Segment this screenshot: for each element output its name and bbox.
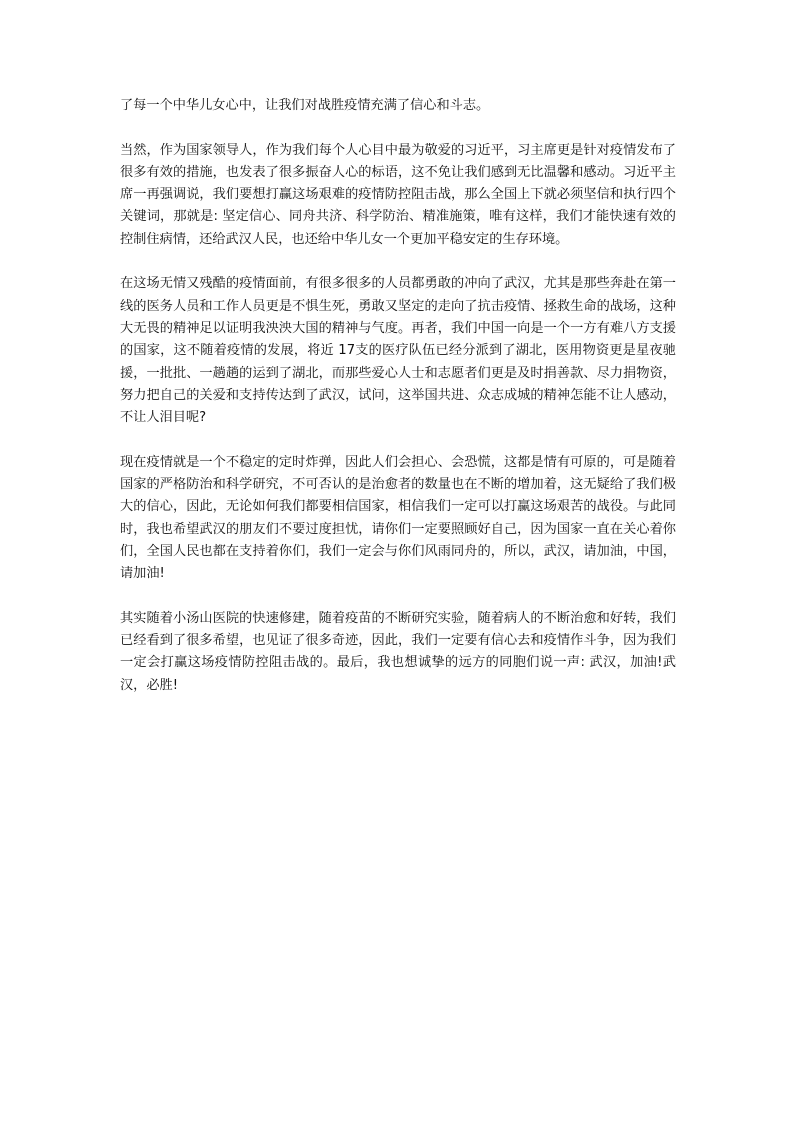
document-body: [120, 95, 676, 697]
paragraph-1: 了每一个中华儿女心中，让我们对战胜疫情充满了信心和斗志。: [120, 98, 490, 113]
paragraph-2: 当然，作为国家领导人，作为我们每个人心目中最为敬爱的习近平，习主席更是针对疫情发布了很多有效的措施，也发表了很多振奋人心的标语，这不免让我们感到无比温馨和感动。习近平主席一再强调说，我们要想打赢这场艰难的疫情防控阻击战，那么全国上下就必须坚信和执行四个关键词，那就是: 坚定信心、同舟共济、科学防治、精准施策，唯有这样，我们才能快速有效的控制住病情，还给武汉人民，也还给中华儿女一个更加平稳安定的生存环境。: [120, 142, 676, 247]
paragraph-3: 在这场无情又残酷的疫情面前，有很多很多的人员都勇敢的冲向了武汉，尤其是那些奔赴在第一线的医务人员和工作人员更是不惧生死，勇敢又坚定的走向了抗击疫情、拯救生命的战场，这种大无畏的精神足以证明我泱泱大国的精神与气度。再者，我们中国一向是一个一方有难八方支援的国家，这不随着疫情的发展，将近 17支的医疗队伍已经分派到了湖北，医用物资更是星夜驰援，一批批、一趟趟的运到了湖北，而那些爱心人士和志愿者们更是及时捐善款、尽力捐物资，努力把自己的关爱和支持传达到了武汉，试问，这举国共进、众志成城的精神怎能不让人感动，不让人泪目呢?: [120, 276, 676, 426]
paragraph-4: 现在疫情就是一个不稳定的定时炸弹，因此人们会担心、会恐慌，这都是情有可原的，可是随着国家的严格防治和科学研究，不可否认的是治愈者的数量也在不断的增加着，这无疑给了我们极大的信心，因此，无论如何我们都要相信国家，相信我们一定可以打赢这场艰苦的战役。与此同时，我也希望武汉的朋友们不要过度担忧，请你们一定要照顾好自己，因为国家一直在关心着你们，全国人民也都在支持着你们，我们一定会与你们风雨同舟的，所以，武汉，请加油，中国，请加油!: [120, 454, 676, 582]
paragraph-5: 其实随着小汤山医院的快速修建，随着疫苗的不断研究实验，随着病人的不断治愈和好转，我们已经看到了很多希望，也见证了很多奇迹，因此，我们一定要有信心去和疫情作斗争，因为我们一定会打赢这场疫情防控阻击战的。最后，我也想诚挚的远方的同胞们说一声: 武汉，加油!武汉，必胜!: [120, 610, 676, 693]
